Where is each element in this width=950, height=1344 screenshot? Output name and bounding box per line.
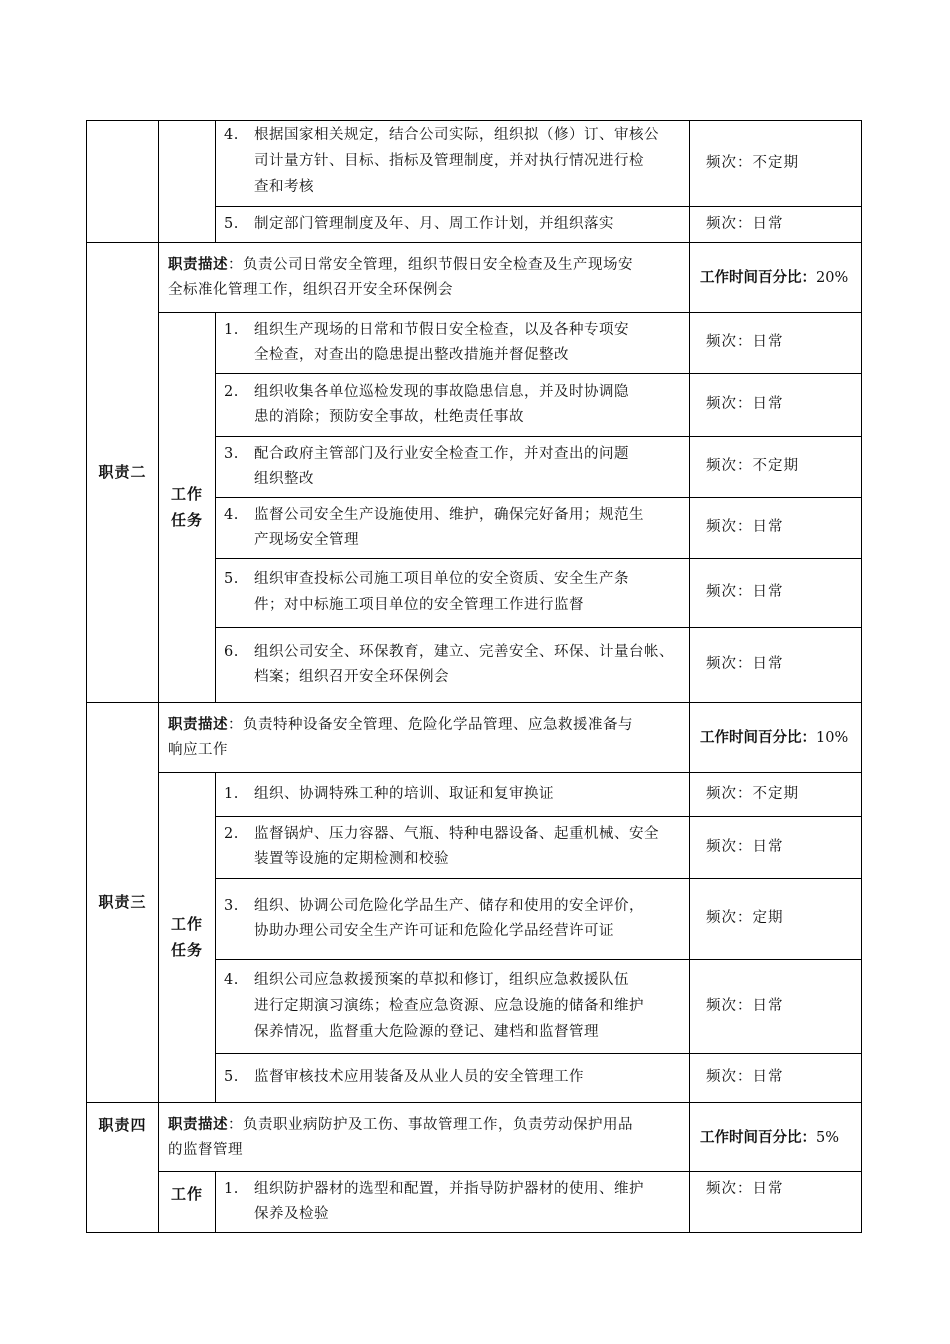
work-time-percentage <box>700 265 848 291</box>
task-cell <box>215 816 690 879</box>
task-line: 组织、协调公司危险化学品生产、储存和使用的安全评价， <box>254 898 644 914</box>
task-cell <box>215 558 690 628</box>
work-time-value: 5% <box>816 1130 840 1146</box>
frequency-cell <box>689 878 862 960</box>
task-line: 保养及检验 <box>254 1206 329 1222</box>
duty-description-cell <box>158 242 690 313</box>
work-time-label: 工作时间百分比： <box>700 729 816 746</box>
frequency-value: 频次：不定期 <box>706 786 799 802</box>
frequency-cell <box>689 959 862 1054</box>
task-line: 组织公司安全、环保教育，建立、完善安全、环保、计量台帐、 <box>254 644 674 660</box>
task-line: 监督公司安全生产设施使用、维护，确保完好备用；规范生 <box>254 507 644 523</box>
work-time-cell <box>689 1102 862 1172</box>
task-label-cell <box>158 312 216 703</box>
task-label: 任务 <box>170 511 203 529</box>
duty-description-line <box>168 1112 633 1138</box>
task-number: 4. <box>224 507 239 523</box>
frequency-value: 频次：日常 <box>706 1181 784 1197</box>
task-line: 配合政府主管部门及行业安全检查工作，并对查出的问题 <box>254 446 629 462</box>
frequency-cell <box>689 1171 862 1233</box>
frequency-cell <box>689 497 862 559</box>
task-line: 组织收集各单位巡检发现的事故隐患信息，并及时协调隐 <box>254 384 629 400</box>
duty-description-line: 的监督管理 <box>168 1142 243 1158</box>
task-line: 档案；组织召开安全环保例会 <box>254 669 449 685</box>
frequency-value: 频次：不定期 <box>706 458 799 474</box>
duty-description-label: 职责描述 <box>168 256 228 273</box>
duty-description-text: ：负责职业病防护及工伤、事故管理工作，负责劳动保护用品 <box>228 1117 633 1133</box>
duty-description-line: 全标准化管理工作，组织召开安全环保例会 <box>168 282 453 298</box>
task-cell <box>215 1171 690 1233</box>
task-line: 查和考核 <box>254 179 314 195</box>
duty-description-text: ：负责公司日常安全管理，组织节假日安全检查及生产现场安 <box>228 257 633 273</box>
frequency-cell <box>689 120 862 207</box>
frequency-cell <box>689 627 862 703</box>
task-cell <box>215 959 690 1054</box>
task-line: 装置等设施的定期检测和校验 <box>254 851 449 867</box>
task-label: 工作 <box>170 485 203 503</box>
task-line: 组织防护器材的选型和配置，并指导防护器材的使用、维护 <box>254 1181 644 1197</box>
duty-label: 职责四 <box>98 1116 147 1134</box>
duty-label-cell <box>86 702 159 1103</box>
task-cell <box>215 373 690 437</box>
task-line: 组织、协调特殊工种的培训、取证和复审换证 <box>254 786 554 802</box>
frequency-cell <box>689 206 862 243</box>
task-cell <box>215 1053 690 1103</box>
duty-description-line <box>168 252 633 278</box>
task-cell <box>215 436 690 498</box>
work-time-cell <box>689 242 862 313</box>
task-number: 6. <box>224 644 239 660</box>
frequency-value: 频次：日常 <box>706 656 784 672</box>
work-time-value: 20% <box>816 270 849 286</box>
task-line: 根据国家相关规定，结合公司实际，组织拟（修）订、审核公 <box>254 127 659 143</box>
task-cell <box>215 878 690 960</box>
frequency-value: 频次：不定期 <box>706 155 799 171</box>
task-cell <box>215 120 690 207</box>
work-time-value: 10% <box>816 730 849 746</box>
task-line: 组织审查投标公司施工项目单位的安全资质、安全生产条 <box>254 571 629 587</box>
frequency-value: 频次：定期 <box>706 910 784 926</box>
frequency-cell <box>689 772 862 817</box>
task-line: 进行定期演习演练；检查应急资源、应急设施的储备和维护 <box>254 998 644 1014</box>
task-line: 组织公司应急救援预案的草拟和修订，组织应急救援队伍 <box>254 972 629 988</box>
task-label-cell <box>158 120 216 243</box>
task-number: 1. <box>224 1181 239 1197</box>
task-label: 任务 <box>170 941 203 959</box>
frequency-value: 频次：日常 <box>706 396 784 412</box>
duty-label-cell <box>86 242 159 703</box>
task-number: 2. <box>224 826 239 842</box>
frequency-value: 频次：日常 <box>706 1069 784 1085</box>
task-line: 全检查，对查出的隐患提出整改措施并督促整改 <box>254 347 569 363</box>
duty-description-label: 职责描述 <box>168 716 228 733</box>
task-number: 5. <box>224 571 239 587</box>
task-label: 工作 <box>170 1185 203 1203</box>
task-number: 4. <box>224 972 239 988</box>
task-label-cell <box>158 1171 216 1233</box>
duty-description-cell <box>158 1102 690 1172</box>
task-number: 5. <box>224 1069 239 1085</box>
task-cell <box>215 627 690 703</box>
task-line: 患的消除；预防安全事故，杜绝责任事故 <box>254 409 524 425</box>
task-line: 司计量方针、目标、指标及管理制度，并对执行情况进行检 <box>254 153 644 169</box>
frequency-value: 频次：日常 <box>706 519 784 535</box>
task-label: 工作 <box>170 915 203 933</box>
frequency-value: 频次：日常 <box>706 584 784 600</box>
frequency-value: 频次：日常 <box>706 839 784 855</box>
frequency-cell <box>689 373 862 437</box>
duty-label: 职责三 <box>98 893 147 911</box>
frequency-cell <box>689 312 862 374</box>
task-cell <box>215 497 690 559</box>
work-time-percentage <box>700 725 848 751</box>
task-line: 组织生产现场的日常和节假日安全检查，以及各种专项安 <box>254 322 629 338</box>
task-line: 组织整改 <box>254 471 314 487</box>
task-line: 件；对中标施工项目单位的安全管理工作进行监督 <box>254 597 584 613</box>
task-number: 1. <box>224 322 239 338</box>
task-line: 协助办理公司安全生产许可证和危险化学品经营许可证 <box>254 923 614 939</box>
task-number: 3. <box>224 446 239 462</box>
task-cell <box>215 772 690 817</box>
work-time-percentage <box>700 1125 839 1151</box>
duty-description-line: 响应工作 <box>168 742 228 758</box>
frequency-cell <box>689 1053 862 1103</box>
work-time-cell <box>689 702 862 773</box>
frequency-cell <box>689 816 862 879</box>
task-line: 制定部门管理制度及年、月、周工作计划，并组织落实 <box>254 216 614 232</box>
task-number: 1. <box>224 786 239 802</box>
task-cell <box>215 206 690 243</box>
task-label-cell <box>158 772 216 1103</box>
duty-label-cell <box>86 1102 159 1233</box>
duty-description-label: 职责描述 <box>168 1116 228 1133</box>
frequency-cell <box>689 558 862 628</box>
frequency-value: 频次：日常 <box>706 334 784 350</box>
task-line: 监督审核技术应用装备及从业人员的安全管理工作 <box>254 1069 584 1085</box>
duty-description-text: ：负责特种设备安全管理、危险化学品管理、应急救援准备与 <box>228 717 633 733</box>
frequency-cell <box>689 436 862 498</box>
task-number: 4. <box>224 127 239 143</box>
task-line: 监督锅炉、压力容器、气瓶、特种电器设备、起重机械、安全 <box>254 826 659 842</box>
task-number: 2. <box>224 384 239 400</box>
duty-label: 职责二 <box>98 463 147 481</box>
work-time-label: 工作时间百分比： <box>700 1129 816 1146</box>
task-number: 5. <box>224 216 239 232</box>
duty-description-line <box>168 712 633 738</box>
task-number: 3. <box>224 898 239 914</box>
task-cell <box>215 312 690 374</box>
frequency-value: 频次：日常 <box>706 216 784 232</box>
task-line: 保养情况，监督重大危险源的登记、建档和监督管理 <box>254 1024 599 1040</box>
frequency-value: 频次：日常 <box>706 998 784 1014</box>
work-time-label: 工作时间百分比： <box>700 269 816 286</box>
duty-label-cell <box>86 120 159 243</box>
duty-description-cell <box>158 702 690 773</box>
task-line: 产现场安全管理 <box>254 532 359 548</box>
